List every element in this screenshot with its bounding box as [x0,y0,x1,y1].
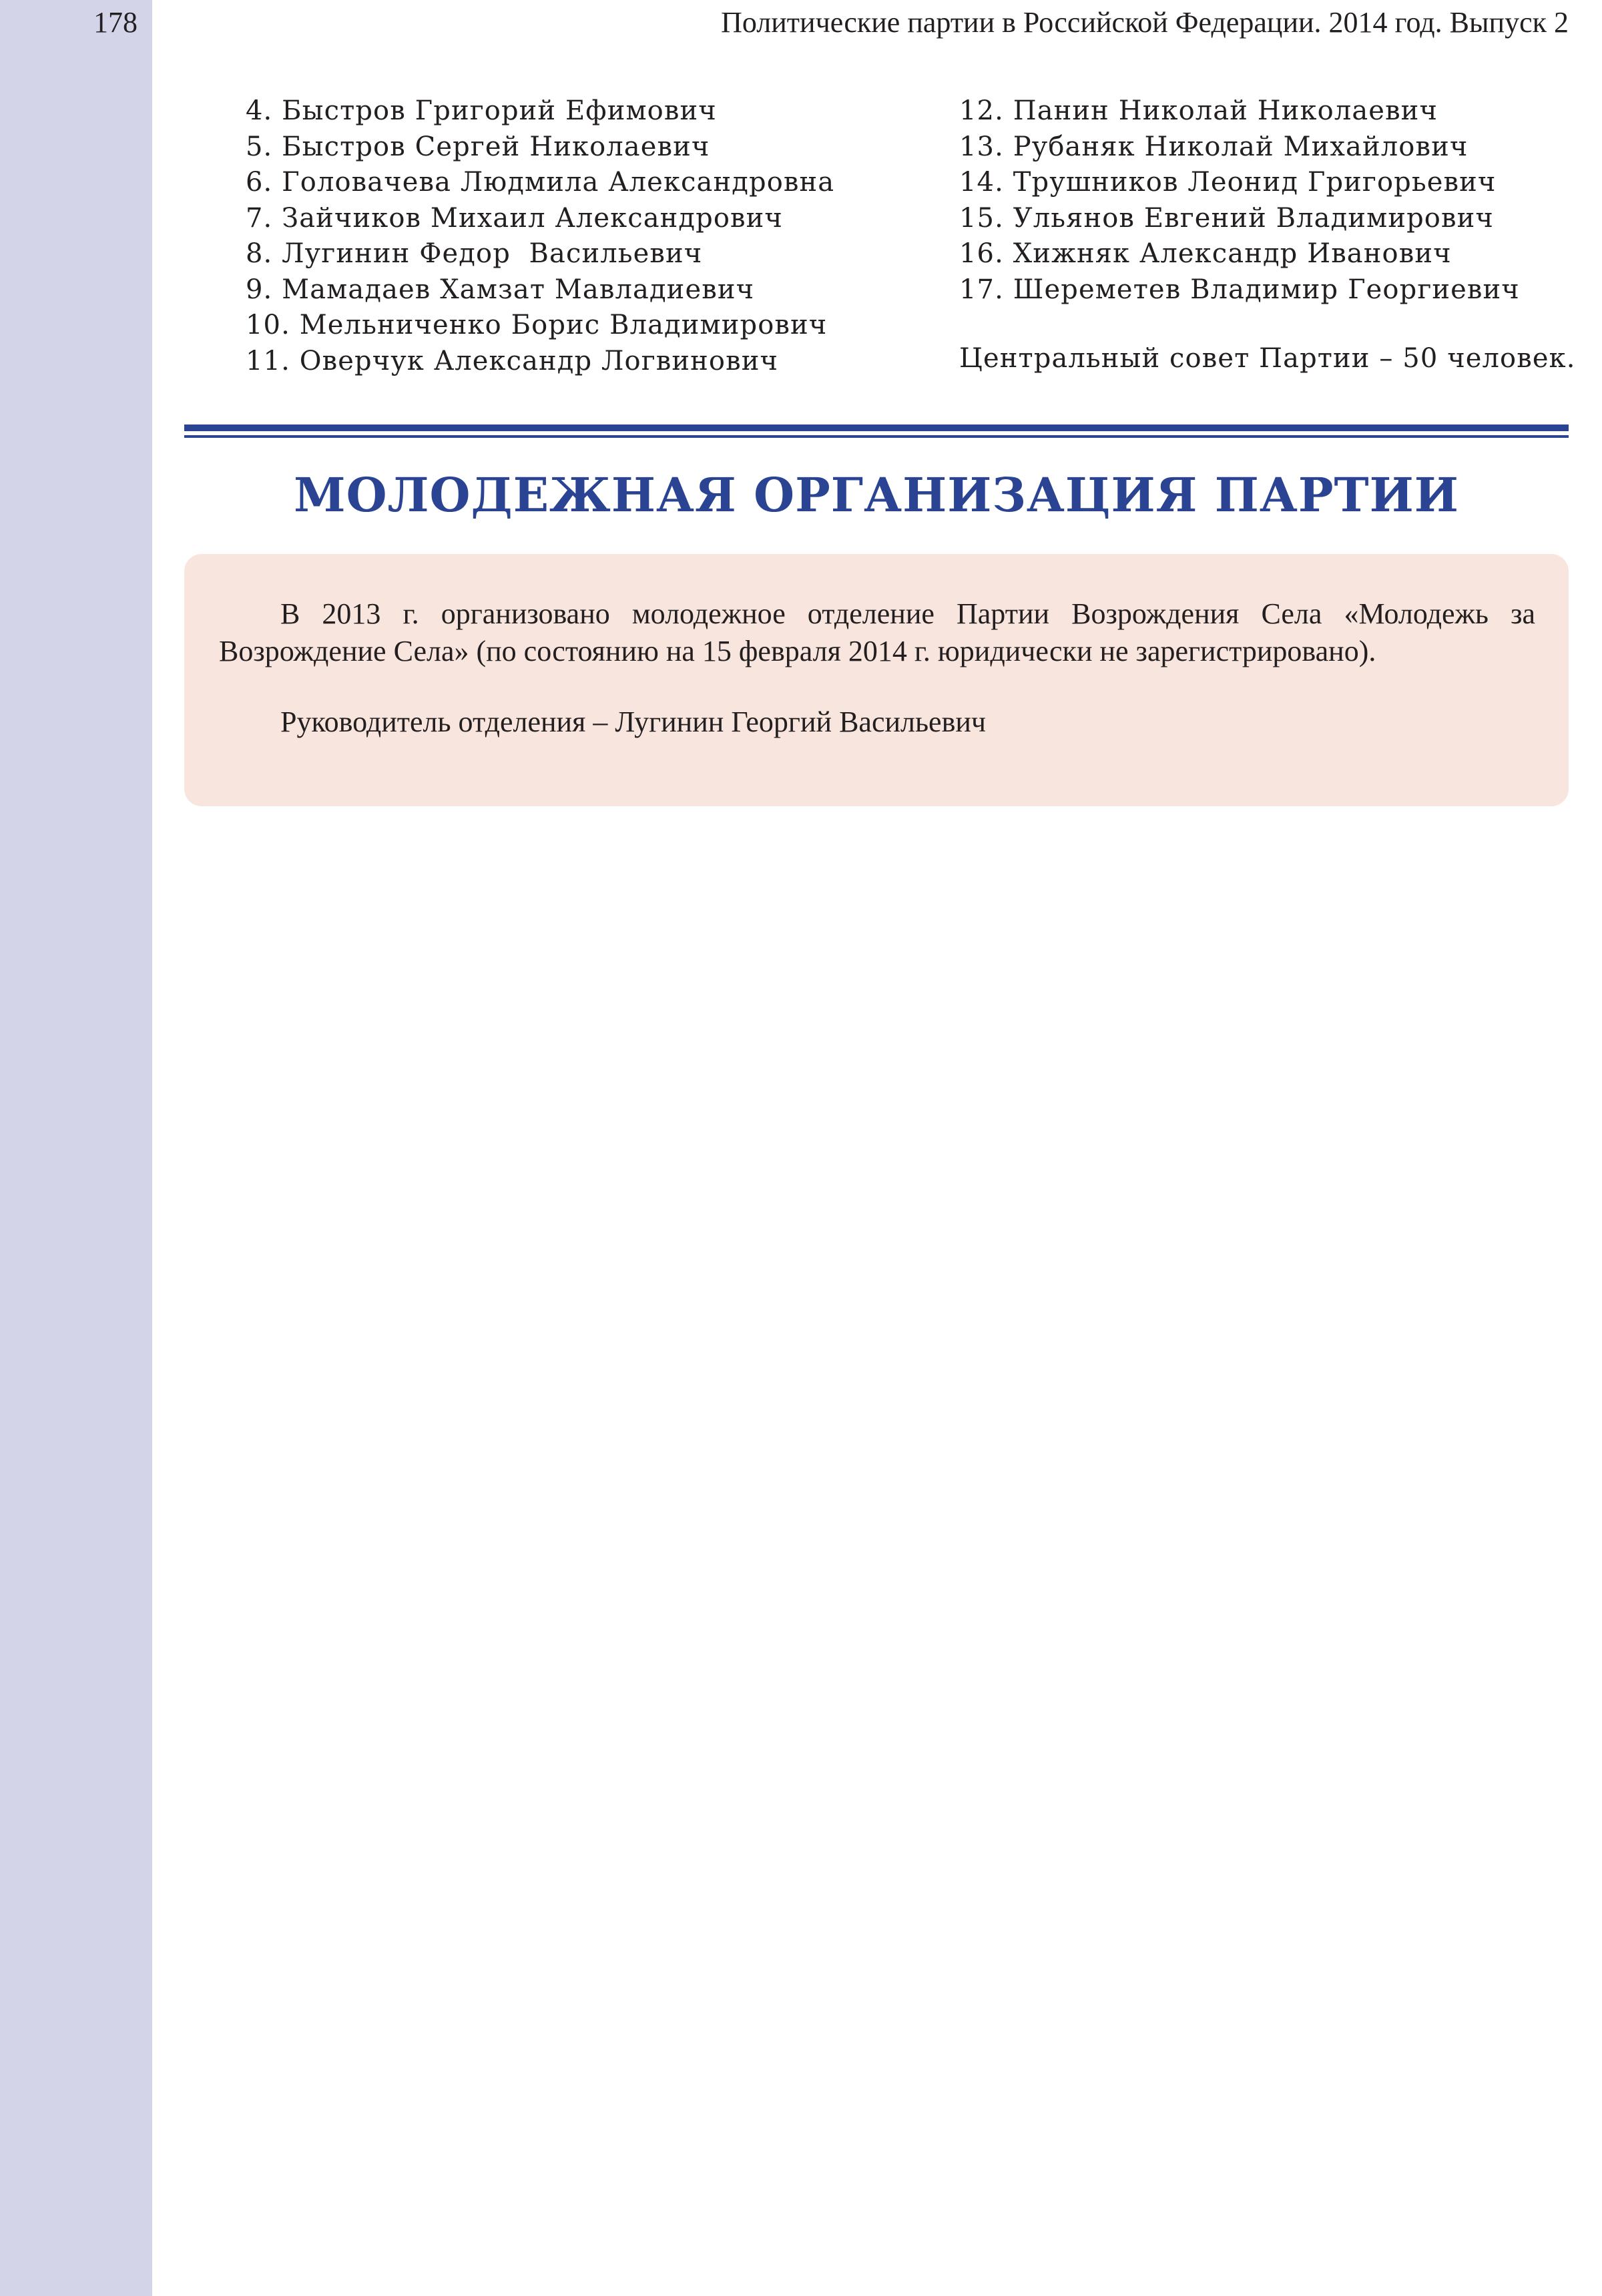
page-number: 178 [93,6,138,39]
page-margin-band [0,0,152,2296]
list-item: 7. Зайчиков Михаил Александрович [246,202,783,234]
section-divider-thin [184,435,1569,438]
list-item: 12. Панин Николай Николаевич [959,95,1438,126]
list-item: 11. Оверчук Александр Логвинович [246,345,779,376]
youth-organization-box [184,554,1569,806]
list-item: 4. Быстров Григорий Ефимович [246,95,717,126]
list-item: 14. Трушников Леонид Григорьевич [959,167,1497,198]
council-size-note: Центральный совет Партии – 50 человек. [959,343,1576,374]
list-item: 16. Хижняк Александр Иванович [959,238,1452,269]
running-header: Политические партии в Российской Федерации. 2014 год. Выпуск 2 [721,6,1569,39]
youth-organization-paragraph: В 2013 г. организовано молодежное отделение Партии Возрождения Села «Молодежь за Возрождение Села» (по состоянию на 15 февраля 2014 г. юридически не зарегистрировано). [219,597,1535,667]
section-title: МОЛОДЕЖНАЯ ОРГАНИЗАЦИЯ ПАРТИИ [294,467,1459,523]
list-item: 10. Мельниченко Борис Владимирович [246,310,828,340]
list-item: 5. Быстров Сергей Николаевич [246,131,710,162]
list-item: 17. Шереметев Владимир Георгиевич [959,274,1520,305]
members-list-right [959,93,1520,308]
list-item: 6. Головачева Людмила Александровна [246,167,835,198]
section-divider [184,424,1569,431]
list-item: 8. Лугинин Федор Васильевич [246,238,703,269]
members-list-left [246,93,834,379]
list-item: 13. Рубаняк Николай Михайлович [959,131,1468,162]
list-item: 9. Мамадаев Хамзат Мавладиевич [246,274,755,305]
list-item: 15. Ульянов Евгений Владимирович [959,202,1494,234]
youth-organization-head: Руководитель отделения – Лугинин Георгий Васильевич [280,705,987,738]
